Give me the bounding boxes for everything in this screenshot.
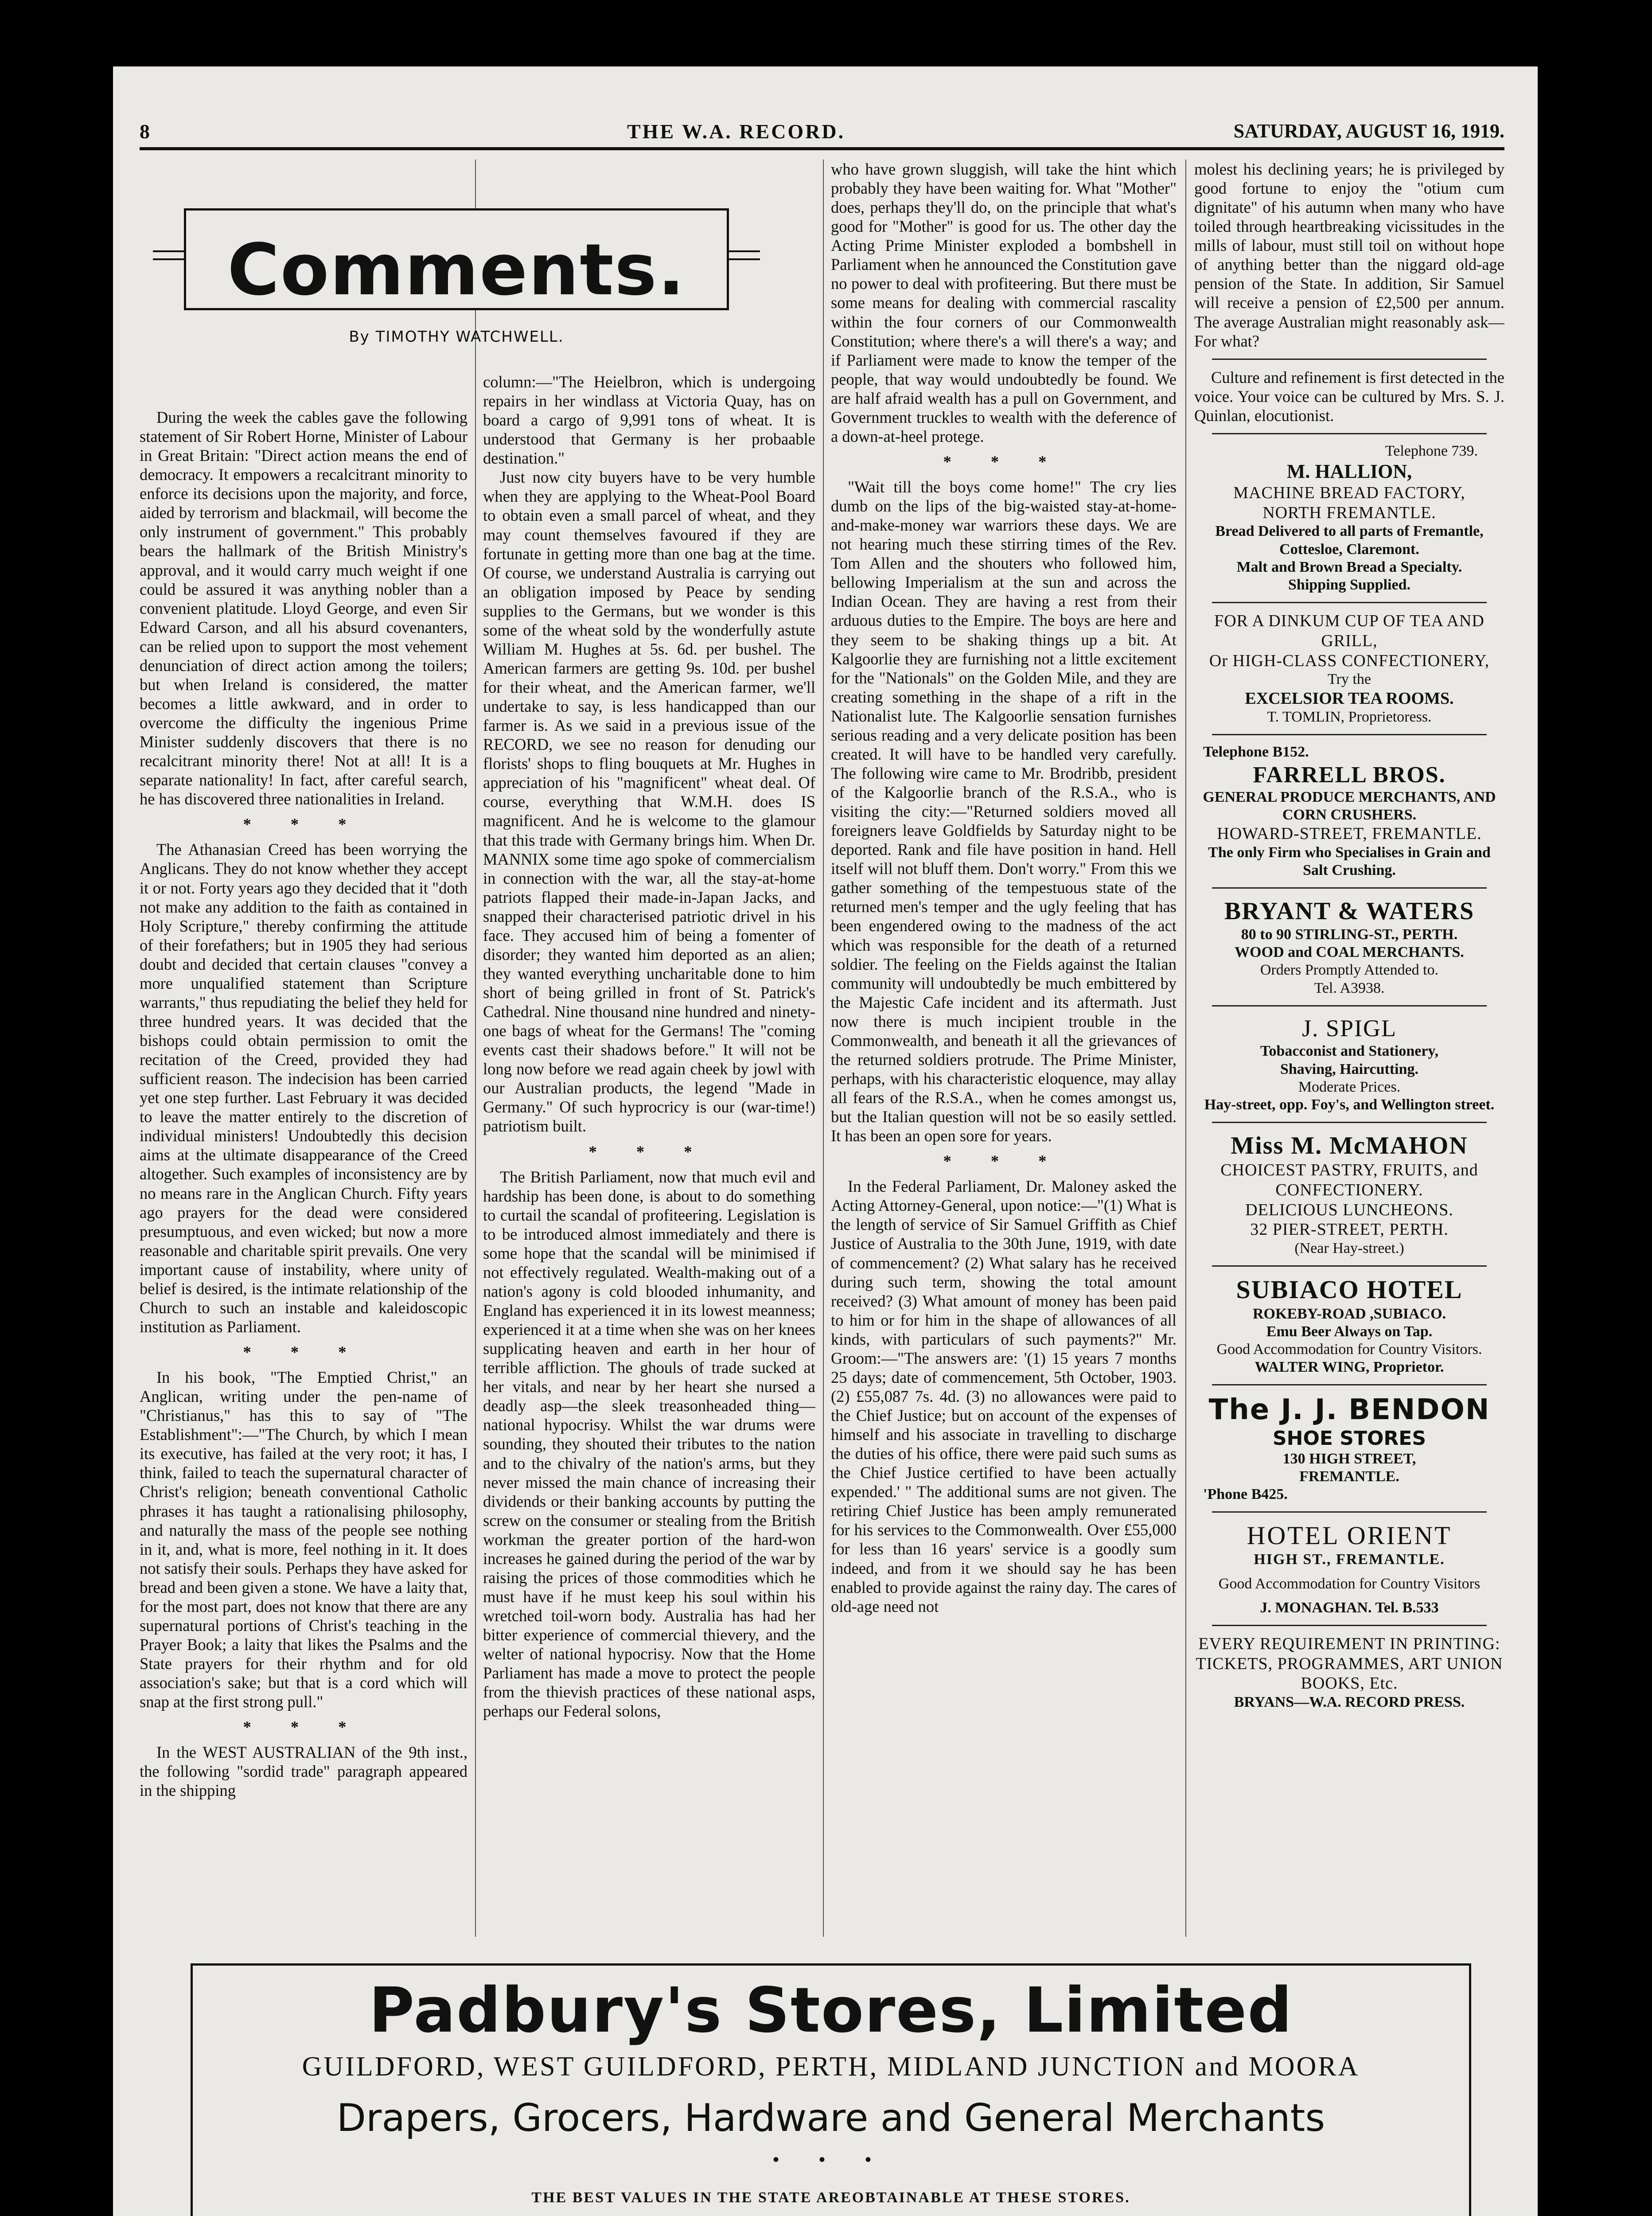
comments-title: Comments.	[227, 228, 686, 311]
paragraph: The Athanasian Creed has been worrying the Anglicans. They do not know whether they accept it or not. Forty years ago they decided that it "doth not make any addition to the faith as contained in Holy Scripture," thereby confirming the attitude of their forefathers; but in 1905 they had serious doubt and decided that certain clauses "convey a more unqualified statement than Scripture warrants," thus repudiating the belief they held for three hundred years. It was decided that the bishops could obtain permission to omit the recitation of the Creed, provided they had sufficient reason. The indecision has been carried yet one step further. Last February it was decided to leave the matter entirely to the discretion of individual ministers! Undoubtedly this decision aims at the ultimate disappearance of the Creed altogether. Such examples of inconsistency are by no means rare in the Anglican Church. Fifty years ago prayers for the dead were considered presumptuous, and even wicked; but now a more reasonable and charitable spirit prevails. One very important cause of instability, where unity of belief is desired, is the intimate relationship of the Church to such an instable and kaleidoscopic institution as Parliament.	[140, 840, 468, 1336]
newspaper-title: THE W.A. RECORD.	[627, 120, 845, 143]
ad-name: EXCELSIOR TEA ROOMS.	[1245, 689, 1454, 708]
ad-line: GENERAL PRODUCE MERCHANTS, AND CORN CRUSHERS.	[1203, 788, 1496, 823]
ad-name: Miss M. McMAHON	[1231, 1131, 1468, 1159]
ad-bryans-press	[1194, 1634, 1504, 1712]
ad-line: MACHINE BREAD FACTORY,	[1233, 483, 1465, 502]
ad-line: WALTER WING, Proprietor.	[1255, 1359, 1444, 1376]
ad-line: BRYANS—W.A. RECORD PRESS.	[1234, 1694, 1465, 1711]
ad-line: ROKEBY-ROAD ,SUBIACO.	[1252, 1305, 1446, 1322]
ad-name: HOTEL ORIENT	[1247, 1521, 1452, 1550]
paragraph: In his book, "The Emptied Christ," an Anglican, writing under the pen-name of "Christianus," has this to say of "The Establishment":—"The Church, by which I mean its executive, has failed at the very root; it has, I think, failed to teach the supernatural character of Christ's religion; beneath conventional Catholic phrases it has taught a rationalising philosophy, and naturally the mass of the people see nothing in it, and, what is more, feel nothing in it. It does not satisfy their souls. Perhaps they have asked for bread and been given a stone. We have a laity that, for the most part, does not know that there are any supernatural portions of Christ's teaching in the Prayer Book; a laity that likes the Psalms and the State prayers for their rhythm and for old association's sake; but that is a cord which will snap at the first strong pull."	[140, 1368, 468, 1711]
page-number: 8	[140, 120, 150, 143]
paragraph: column:—"The Heielbron, which is undergoing repairs in her windlass at Victoria Quay, has on board a cargo of 9,991 tons of wheat. It is understood that Germany is her probaable destination."	[483, 373, 815, 468]
ad-bendon	[1194, 1393, 1504, 1503]
ad-bryant-waters	[1194, 897, 1504, 997]
ad-line: 32 PIER-STREET, PERTH.	[1250, 1220, 1449, 1239]
ad-line: EVERY REQUIREMENT IN PRINTING: TICKETS, PROGRAMMES, ART UNION BOOKS, Etc.	[1196, 1634, 1503, 1693]
ad-line: The only Firm who Specialises in Grain and Salt Crushing.	[1208, 844, 1491, 879]
page-header	[140, 120, 1504, 148]
ad-line: 80 to 90 STIRLING-ST., PERTH.	[1241, 926, 1458, 943]
section-separator: * * *	[588, 1142, 710, 1161]
divider	[1212, 1122, 1487, 1123]
column-1	[140, 160, 468, 1937]
ad-name: FARRELL BROS.	[1253, 762, 1446, 788]
ad-mcmahon	[1194, 1131, 1504, 1258]
ad-line: Moderate Prices.	[1298, 1078, 1401, 1095]
ad-name: M. HALLION,	[1286, 460, 1412, 482]
ad-line: T. TOMLIN, Proprietoress.	[1267, 709, 1432, 726]
section-separator: * * *	[243, 1718, 364, 1736]
column-3	[831, 160, 1177, 1937]
divider	[1212, 1265, 1487, 1267]
paragraph: In the WEST AUSTRALIAN of the 9th inst., the following "sordid trade" paragraph appeared in the shipping	[140, 1743, 468, 1800]
heading-rule-right	[727, 250, 760, 260]
divider	[1212, 887, 1487, 889]
ad-line: NORTH FREMANTLE.	[1262, 503, 1436, 522]
ad-line: Good Accommodation for Country Visitors	[1218, 1575, 1481, 1592]
ad-line: Tobacconist and Stationery,	[1260, 1043, 1439, 1060]
ad-farrell	[1194, 743, 1504, 879]
divider	[1212, 602, 1487, 603]
section-separator: * * *	[943, 1152, 1064, 1170]
ad-line: DELICIOUS LUNCHEONS.	[1245, 1200, 1453, 1219]
paragraph: In the Federal Parliament, Dr. Maloney asked the Acting Attorney-General, upon notice:—"(1) What is the length of service of Sir Samuel Griffith as Chief Justice of Australia to the 30th June, 1919, with date of commencement? (2) What salary has he received during such term, showing the total amount received? (3) What amount of money has been paid to him or for him in the shape of allowances of all kinds, with particulars of such payments?" Mr. Groom:—"The answers are: '(1) 15 years 7 months 25 days; date of commencement, 5th October, 1903. (2) £55,087 7s. 4d. (3) no allowances were paid to the Chief Justice; but on account of the expenses of himself and his associate in travelling to discharge the duties of his office, there were paid such sums as the Chief Justice certified to have been actually expended.' " The additional sums are not given. The retiring Chief Justice has been amply remunerated for his services to the Commonwealth. Over £55,000 for less than 16 years' service is a goodly sum indeed, and from it we should say he has been enabled to provide against the rainy day. The cares of old-age need not	[831, 1177, 1177, 1615]
ad-line: Bread Delivered to all parts of Fremantle, Cottesloe, Claremont.	[1215, 523, 1484, 558]
paragraph: molest his declining years; he is privileged by good fortune to enjoy the "otium cum dignitate" of his autumn when many who have toiled through heartbreaking vicissitudes in the mills of labour, must still toil on without hope of anything better than the niggard old-age pension of the State. In addition, Sir Samuel will receive a pension of £2,500 per annum. The average Australian might reasonably ask—For what?	[1194, 160, 1504, 350]
paragraph: The British Parliament, now that much evil and hardship has been done, is about to do something to curtail the scandal of profiteering. Legislation is to be introduced almost immediately and there is some hope that the scandal will be minimised if not effectively regulated. Wealth-making out of a nation's agony is cold blooded inhumanity, and England has experienced it in its lowest meanness; experienced it at a time when she was on her knees supplicating heaven and earth in her hour of terrible affliction. The ghouls of trade sucked at her vitals, and near by her heart she nursed a deadly asp—the sleek treasonheaded thing—national hypocrisy. Whilst the war drums were sounding, they shouted their tributes to the nation and to the chivalry of the nation's arms, but they never missed the main chance of increasing their dividends or their banking accounts by putting the screw on the consumer or stealing from the British workman the greater portion of the hard-won increases he gained during the period of the war by raising the prices of those commodities which he must have if he must keep his soul within his wretched toil-worn body. Australia has had her bitter experience of commercial thievery, and the welter of national hypocrisy. Now that the Home Parliament has made a move to protect the people from the thievish practices of these national asps, perhaps our Federal solons,	[483, 1167, 815, 1721]
ad-name: The J. J. BENDON	[1208, 1393, 1490, 1427]
paragraph: During the week the cables gave the following statement of Sir Robert Horne, Minister of Labour in Great Britain: "Direct action means the end of democracy. It empowers a recalcitrant minority to enforce its decisions upon the majority, and force, aided by terrorism and blackmail, will become the only instrument of government." This probably bears the hallmark of the British Ministry's approval, and it would carry much weight if one could be assured it was anything nobler than a convenient platitude. Lloyd George, and even Sir Edward Carson, and all his absurd covenanters, can be relied upon to support the most vehement denunciation of direct action among the toilers; but when Ireland is considered, the matter becomes a little awkward, and in order to overcome the difficulty the ingenious Prime Minister suddenly discovers that there is no recalcitrant minority there! Not at all! It is a separate nationality! In fact, after careful search, he has discovered three nationalities in Ireland.	[140, 408, 468, 808]
byline: By TIMOTHY WATCHWELL.	[349, 328, 564, 346]
advert-best-values: THE BEST VALUES IN THE STATE AREOBTAINABLE AT THESE STORES.	[531, 2189, 1130, 2206]
section-separator: * * *	[243, 815, 364, 834]
ad-line: FOR A DINKUM CUP OF TEA AND GRILL,	[1214, 611, 1484, 650]
ad-subiaco-hotel	[1194, 1275, 1504, 1376]
paragraph: who have grown sluggish, will take the hint which probably they have been waiting for. What "Mother" does, perhaps they'll do, on the principle that what's good for "Mother" is good for us. The other day the Acting Prime Minister exploded a bombshell in Parliament when he announced the Constitution gave no power to deal with profiteering. But there must be some means for dealing with commercial rascality within the four corners of our Commonwealth Constitution; where there's a will there's a way; and if Parliament were made to know the temper of the people, that way would undoubtedly be found. We are half afraid wealth has a pull on Government, and Government truckles to wealth with the deference of a down-at-heel protege.	[831, 160, 1177, 445]
issue-date: SATURDAY, AUGUST 16, 1919.	[1233, 120, 1504, 142]
ad-line: J. MONAGHAN. Tel. B.533	[1260, 1599, 1439, 1616]
ad-line: Shaving, Haircutting.	[1280, 1061, 1419, 1077]
ad-name: J. SPIGL	[1301, 1014, 1397, 1042]
advert-trades: Drapers, Grocers, Hardware and General Merchants	[336, 2096, 1325, 2140]
ad-line: Tel. A3938.	[1314, 979, 1385, 996]
ad-phone: Telephone B152.	[1203, 744, 1309, 761]
ad-phone: Telephone 739.	[1385, 442, 1478, 459]
ad-name: BRYANT & WATERS	[1224, 897, 1475, 925]
paragraph: Just now city buyers have to be very humble when they are applying to the Wheat-Pool Board to obtain even a small parcel of wheat, and they may count themselves favoured if they are fortunate in getting more than one bag at the time. Of course, we understand Australia is carrying out an obligation imposed by Peace by sending supplies to the Germans, but we wonder is this some of the wheat sold by the wonderfully astute William M. Hughes at 5s. 6d. per bushel. The American farmers are getting 9s. 10d. per bushel for their wheat, and the American farmer, we'll undertake to say, is less handicapped than our farmer is. As we said in a previous issue of the RECORD, we see no reason for denuding our florists' shops to fling bouquets at Mr. Hughes in appreciation of his "magnificent" wheat deal. Of course, everything that W.M.H. does IS magnificent. And he is welcome to the glamour that this trade with Germany brings him. When Dr. MANNIX some time ago spoke of commercialism in connection with the war, all the stay-at-home patriots flapped their made-in-Japan Jacks, and snapped their characterised patriotic drivel in his face. They accused him of being a fomenter of disorder; they wanted him deported as an alien; they wanted everything uncharitable done to him short of being grilled in front of St. Patrick's Cathedral. Nine thousand nine hundred and ninety-one bags of wheat for the Germans! The "coming events cast their shadows before." It will not be long now before we read again cheek by jowl with our Australian products, the legend "Made in Germany." Of such hyprocricy is our (war-time!) patriotism built.	[483, 468, 815, 1135]
divider	[1212, 1511, 1487, 1513]
advert-separator: • • •	[772, 2150, 889, 2169]
divider	[1212, 433, 1487, 434]
column-divider	[1185, 160, 1186, 1937]
column-2	[483, 372, 815, 1937]
ad-line: HOWARD-STREET, FREMANTLE.	[1217, 824, 1482, 843]
ad-line: SHOE STORES	[1272, 1427, 1426, 1450]
column-divider	[823, 160, 824, 1937]
divider	[1212, 359, 1487, 360]
column-divider	[475, 160, 476, 1937]
ad-excelsior	[1194, 611, 1504, 726]
ad-line: Malt and Brown Bread a Specialty.	[1236, 558, 1462, 575]
paragraph: "Wait till the boys come home!" The cry lies dumb on the lips of the big-waisted stay-at-home-and-make-money war warriors these days. We are not hearing much these stirring times of the Rev. Tom Allen and the shouters who followed him, bellowing Imperialism at the sun and across the Indian Ocean. They are having a rest from their arduous duties to the Empire. The boys are here and they seem to be shaking things up a bit. At Kalgoorlie they are furnishing not a little excitement for the "Nationals" on the Golden Mile, and they are creating something in the shape of a rift in the Nationalist lute. The Kalgoorlie sensation furnishes serious reading and a very delicate position has been created. It will have to be handled very carefully. The following wire came to Mr. Brodribb, president of the Kalgoorlie branch of the R.S.A., who is visiting the city:—"Returned soldiers moved all foreigners leave Goldfields by Saturday night to be deported. Rank and file have position in hand. Hell itself will not bluff them. Don't worry." From this we gather something of the tempestuous state of the returned men's temper and the ugly feeling that has been engendered owing to the madness of the act which was responsible for the death of a returned soldier. The feeling on the Fields against the Italian community will undoubtedly be much embittered by the Majestic Cafe incident and its aftermath. Just now there is much incipient trouble in the Commonwealth, and beneath it all the grievances of the returned soldiers protrude. The Prime Minister, perhaps, with his characteristic eloquence, may allay all fears of the R.S.A., when he comes amongst us, but the Italian question will not be so easily settled. It has been an open sore for years.	[831, 478, 1177, 1145]
ad-spigl	[1194, 1014, 1504, 1114]
divider	[1212, 734, 1487, 735]
ad-line: Try the	[1328, 671, 1371, 688]
divider	[1212, 1005, 1487, 1007]
ad-phone: 'Phone B425.	[1203, 1486, 1288, 1502]
padbury-stores-advert	[191, 1963, 1471, 2216]
ad-line: Good Accommodation for Country Visitors.	[1216, 1341, 1482, 1358]
ad-line: Shipping Supplied.	[1288, 576, 1410, 593]
section-separator: * * *	[243, 1343, 364, 1361]
ad-line: Hay-street, opp. Foy's, and Wellington street.	[1204, 1096, 1495, 1113]
section-separator: * * *	[943, 452, 1064, 471]
divider	[1212, 1384, 1487, 1385]
ad-line: 130 HIGH STREET,	[1282, 1450, 1416, 1467]
newspaper-page	[113, 66, 1538, 2216]
ad-line: CHOICEST PASTRY, FRUITS, and CONFECTIONERY.	[1220, 1160, 1478, 1199]
ad-line: Or HIGH-CLASS CONFECTIONERY,	[1209, 651, 1490, 670]
ad-line: HIGH ST., FREMANTLE.	[1254, 1551, 1445, 1568]
advert-locations: GUILDFORD, WEST GUILDFORD, PERTH, MIDLAND JUNCTION and MOORA	[302, 2052, 1360, 2082]
ad-line: Emu Beer Always on Tap.	[1266, 1323, 1433, 1340]
header-rule	[140, 147, 1504, 150]
ad-name: SUBIACO HOTEL	[1236, 1275, 1463, 1304]
divider	[1212, 1625, 1487, 1626]
ad-hallion	[1194, 442, 1504, 594]
ad-line: FREMANTLE.	[1299, 1468, 1399, 1485]
ad-line: (Near Hay-street.)	[1294, 1240, 1404, 1257]
advert-title: Padbury's Stores, Limited	[369, 1974, 1293, 2047]
ad-hotel-orient	[1194, 1521, 1504, 1617]
ad-line: WOOD and COAL MERCHANTS.	[1235, 944, 1464, 961]
ad-line: Orders Promptly Attended to.	[1260, 962, 1439, 979]
paragraph: Culture and refinement is first detected in the voice. Your voice can be cultured by Mrs. S. J. Quinlan, elocutionist.	[1194, 368, 1504, 425]
column-4	[1194, 160, 1504, 1937]
